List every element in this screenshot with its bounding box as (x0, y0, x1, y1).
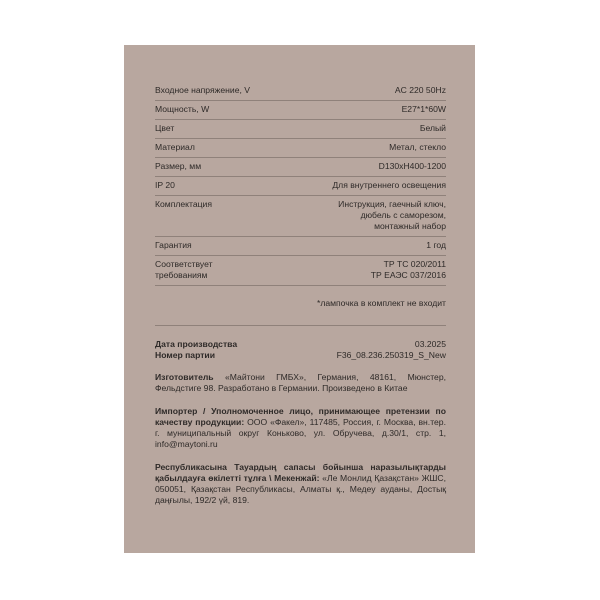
manufacturer-text: «Майтони ГМБХ», Германия, 48161, Мюнстер, Фельдстиге 98. Разработано в Германии. Произведено в Китае (155, 372, 446, 393)
product-label-card (124, 45, 475, 553)
spec-value: Для внутреннего освещения (332, 180, 446, 190)
spec-row-power (155, 101, 446, 120)
spec-row-compliance (155, 256, 446, 286)
manufacturer-paragraph (155, 372, 446, 394)
spec-value: AC 220 50Hz (394, 85, 446, 95)
compliance-label-line: Соответствует (155, 259, 213, 269)
spec-label (155, 259, 213, 281)
spec-label: Цвет (155, 123, 175, 133)
spec-row-kit (155, 196, 446, 237)
spec-row-warranty (155, 237, 446, 256)
kazakhstan-text: «Ле Монлид Қазақстан» ЖШС, 050051, Қазақстан Республикасы, Алматы қ., Медеу ауданы, Достық даңғылы, 192/2 үй, 819. (155, 473, 447, 505)
production-info (155, 339, 446, 360)
spec-value: Метал, стекло (389, 142, 446, 152)
kit-line: монтажный набор (374, 221, 446, 231)
importer-text: ООО «Факел», 117485, Россия, г. Москва, вн.тер. г. муниципальный округ Коньково, ул. Обручева, д.30/1, стр. 1, info@maytoni.ru (155, 417, 446, 449)
batch-number-row (155, 350, 446, 361)
compliance-value-line: ТР ЕАЭС 037/2016 (370, 270, 446, 280)
kazakhstan-paragraph (155, 462, 446, 506)
kazakhstan-label: Республикасына Тауардың сапасы бойынша наразылықтарды қабылдауға өкілетті тұлға \ Мекенжай: (155, 462, 446, 483)
spec-label: Материал (155, 142, 195, 152)
manufacturer-label: Изготовитель (155, 372, 214, 382)
importer-paragraph (155, 406, 446, 450)
spec-value: E27*1*60W (401, 104, 446, 114)
spec-row-color (155, 120, 446, 139)
spec-label: Размер, мм (155, 161, 202, 171)
compliance-label-line: требованиям (155, 270, 208, 280)
batch-number-label: Номер партии (155, 349, 215, 360)
spec-row-ip (155, 177, 446, 196)
spec-value: 1 год (426, 240, 446, 250)
spec-value (338, 199, 446, 232)
importer-label: Импортер / Уполномоченное лицо, принимающее претензии по качеству продукции: (155, 406, 446, 427)
spec-value (371, 259, 446, 281)
bulb-note: *лампочка в комплект не входит (155, 298, 446, 326)
production-date-value: 03.2025 (414, 339, 446, 349)
spec-label: Комплектация (155, 199, 212, 209)
kit-line: Инструкция, гаечный ключ, (338, 199, 446, 209)
compliance-value-line: ТР ТС 020/2011 (383, 259, 446, 269)
spec-label: Входное напряжение, V (155, 85, 251, 95)
spec-value: D130хН400-1200 (378, 161, 446, 171)
kit-line: дюбель с саморезом, (360, 210, 446, 220)
production-date-label: Дата производства (155, 339, 238, 349)
spec-value: Белый (419, 123, 446, 133)
batch-number-value: F36_08.236.250319_S_New (336, 349, 446, 360)
production-date-row (155, 339, 446, 350)
spec-row-size (155, 158, 446, 177)
spec-table (155, 82, 446, 286)
spec-row-material (155, 139, 446, 158)
spec-label: IP 20 (155, 180, 175, 190)
spec-label: Гарантия (155, 240, 192, 250)
spec-label: Мощность, W (155, 104, 210, 114)
spec-row-voltage (155, 82, 446, 101)
